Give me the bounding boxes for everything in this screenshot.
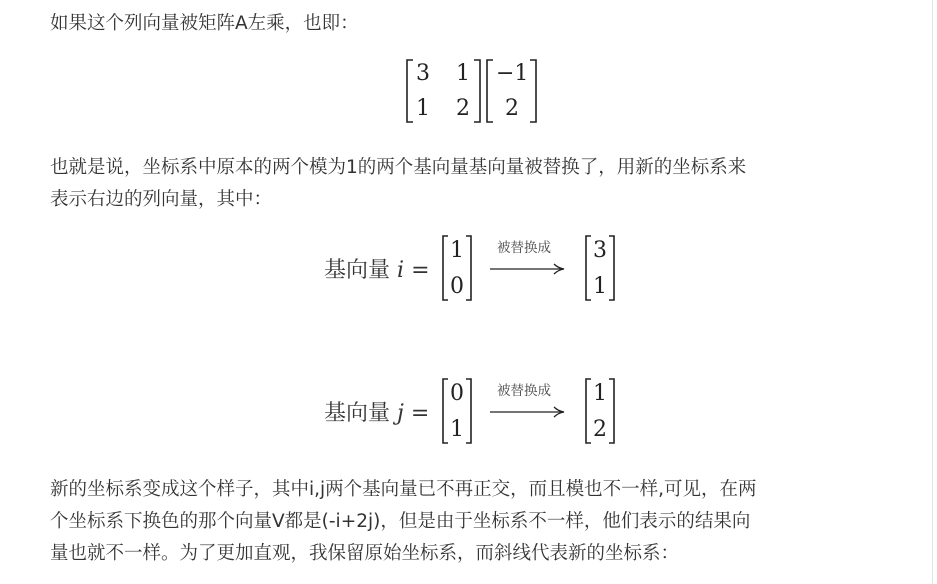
vector-cell: −1: [496, 61, 529, 86]
matrix-left-bracket: [407, 60, 413, 122]
basis-i-label: [324, 253, 430, 284]
basis-j-to-vector: [583, 377, 619, 445]
basis-i-to-vector: [583, 234, 619, 302]
matrix-cell: 1: [416, 96, 430, 121]
vector-cell: 1: [593, 381, 607, 406]
vector-cell: 1: [450, 417, 464, 442]
vector-cell: 0: [450, 274, 464, 299]
basis-i-arrow-label: 被替换成: [497, 240, 551, 256]
basis-i-label-text: 基向量: [324, 258, 391, 283]
vector-cell: 2: [505, 96, 519, 121]
matrix-cell: 2: [456, 96, 470, 121]
basis-j-equals: =: [410, 401, 430, 426]
paragraph-intro-text: 如果这个列向量被矩阵A左乘，也即：: [50, 13, 359, 34]
basis-i-variable: i: [397, 258, 405, 283]
paragraph-conclusion-line: 新的坐标系变成这个样子，其中i,j两个基向量已不再正交，而且模也不一样,可见，在两: [50, 479, 757, 500]
matrix-cell: 3: [416, 61, 430, 86]
vector-cell: 2: [593, 417, 607, 442]
right-arrow-icon: [488, 405, 566, 419]
vector-cell: 3: [593, 238, 607, 263]
matrix-cell: 1: [456, 61, 470, 86]
basis-j-variable: j: [397, 401, 404, 426]
basis-i-equals: =: [411, 258, 430, 283]
paragraph-conclusion: [50, 474, 900, 570]
vector-cell: 1: [450, 238, 464, 263]
right-arrow-icon: [488, 262, 566, 276]
vector-left-bracket: [487, 60, 493, 122]
paragraph-conclusion-line: 个坐标系下换色的那个向量V都是(-i+2j)，但是由于坐标系不一样，他们表示的结果向: [50, 511, 751, 532]
matrix-right-bracket: [474, 60, 480, 122]
basis-i-from-vector: [440, 234, 476, 302]
paragraph-explanation-line: 也就是说，坐标系中原本的两个模为1的两个基向量基向量被替换了，用新的坐标系来: [50, 157, 747, 178]
vector-right-bracket: [530, 60, 536, 122]
vector-cell: 1: [593, 274, 607, 299]
paragraph-explanation-line: 表示右边的列向量，其中：: [50, 189, 273, 210]
paragraph-explanation: [50, 152, 900, 216]
basis-j-from-vector: [440, 377, 476, 445]
right-border-line: [932, 0, 933, 584]
paragraph-intro: [50, 8, 900, 40]
vector-cell: 0: [450, 381, 464, 406]
matrix-product-equation: [404, 58, 544, 124]
basis-j-label: [324, 396, 429, 427]
basis-j-label-text: 基向量: [324, 401, 391, 426]
basis-j-arrow-label: 被替换成: [497, 383, 551, 399]
paragraph-conclusion-line: 量也就不一样。为了更加直观，我保留原始坐标系，而斜线代表新的坐标系：: [50, 543, 680, 564]
